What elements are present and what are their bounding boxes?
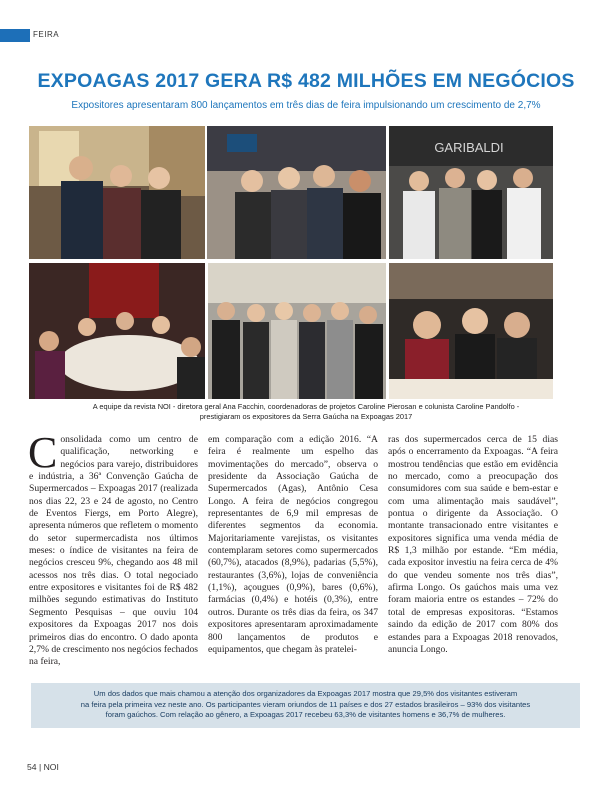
highlight-line: foram gaúchos. Com relação ao gênero, a Expoagas 2017 recebeu 63,3% de visitantes homens e 36,7% de mulheres. bbox=[105, 710, 506, 719]
photo-dinner-table bbox=[29, 263, 205, 399]
photo-group-3 bbox=[389, 126, 553, 259]
section-label: FEIRA bbox=[33, 30, 60, 39]
article-subhead: Expositores apresentaram 800 lançamentos em três dias de feira impulsionando um crescimento de 2,7% bbox=[71, 100, 541, 111]
photo-group-1 bbox=[29, 126, 205, 259]
drop-cap: C bbox=[28, 428, 58, 477]
article-column-3: ras dos supermercados cerca de 15 dias após o encerramento da Expoagas. “A feira mostrou tendências que estão em evidência no mercado, como a preocupação dos consumidores com sua saúde e bem-estar e com uma alimentação mais saudável”, pontua o dirigente da Associação. O montante transacionado entre visitantes e expositores significa uma venda média de R$ 1,3 milhão por estande. “Em média, cada expositor investiu na feira cerca de 4% do que vendeu somente nos três dias”, afirma Longo. Os gaúchos mais uma vez foram maioria entre os estandes – 72% do total de empresas expositoras. “Estamos saindo da edição de 2017 com 80% dos estandes para a Expoagas 2018 renovados, anuncia Longo. bbox=[388, 434, 558, 655]
highlight-line: na feira pela primeira vez neste ano. Os participantes vieram oriundos de 11 países e dos 27 estados brasileiros – 93% dos visitantes bbox=[80, 699, 531, 709]
photo-caption-line: A equipe da revista NOI - diretora geral Ana Facchin, coordenadoras de projetos Caroline Pierosan e colunista Caroline Pandolfo - bbox=[92, 402, 520, 411]
photo-group-2 bbox=[207, 126, 386, 259]
footer-separator: | bbox=[38, 762, 42, 772]
section-accent-bar bbox=[0, 29, 30, 42]
article-headline: EXPOAGAS 2017 GERA R$ 482 MILHÕES EM NEGÓCIOS bbox=[37, 70, 575, 92]
page-footer bbox=[27, 762, 59, 772]
article-column-2: em comparação com a edição 2016. “A feira é realmente um espelho das movimentações do mercado”, observa o presidente da Associação Gaúcha de Supermercados (Agas), Antônio Cesa Longo. A feira de negócios congregou representantes de 6,9 mil empresas de diferentes segmentos da economia. Majoritariamente varejistas, os visitantes contemplaram setores como supermercados (60,7%), atacados (8,9%), padarias (5,5%), restaurantes (3,6%), lojas de conveniência (1,1%), açougues (0,9%), bares (0,6%), farmácias (0,4%) e hotéis (0,3%), entre outros. Durante os três dias da feira, os 347 expositores apresentaram aproximadamente 800 lançamentos de produtos e equipamentos, que chegam às pratelei- bbox=[208, 434, 378, 655]
photo-caption-line: prestigiaram os expositores da Serra Gaúcha na Expoagas 2017 bbox=[199, 412, 413, 421]
article-column-1-text: onsolidada como um centro de qualificação, networking e negócios para varejo, distribuidores e indústria, a 36ª Convenção Gaúcha de Supermercados – Expoagas 2017 (realizada nos dias 22, 23 e 24 de agosto, no Centro de Eventos Fiergs, em Porto Alegre), apresenta números que refletem o momento do setor supermercadista nos últimos meses: o índice de visitantes na feira de negócios cresceu 9%, chegando aos 48 mil acessos nos três dias. O total negociado entre expositores e visitantes foi de R$ 482 milhões segundo estimativas do Instituto Segmento Pesquisas – que ouviu 104 expositores da Expoagas 2017 nos dois primeiros dias do encontro. O dado aponta 2,7% de crescimento nos negócios fechados na feira, bbox=[29, 434, 198, 668]
svg-text:GARIBALDI: GARIBALDI bbox=[434, 140, 504, 155]
article-column-1 bbox=[28, 428, 198, 669]
magazine-name: NOI bbox=[43, 762, 59, 772]
photo-group-4 bbox=[208, 263, 386, 399]
highlight-box bbox=[31, 683, 580, 728]
page-number: 54 bbox=[27, 762, 37, 772]
highlight-line: Um dos dados que mais chamou a atenção dos organizadores da Expoagas 2017 mostra que 29,5% dos visitantes estiveram bbox=[93, 689, 518, 698]
photo-dinner-women bbox=[389, 263, 553, 399]
photo-caption bbox=[40, 402, 572, 422]
